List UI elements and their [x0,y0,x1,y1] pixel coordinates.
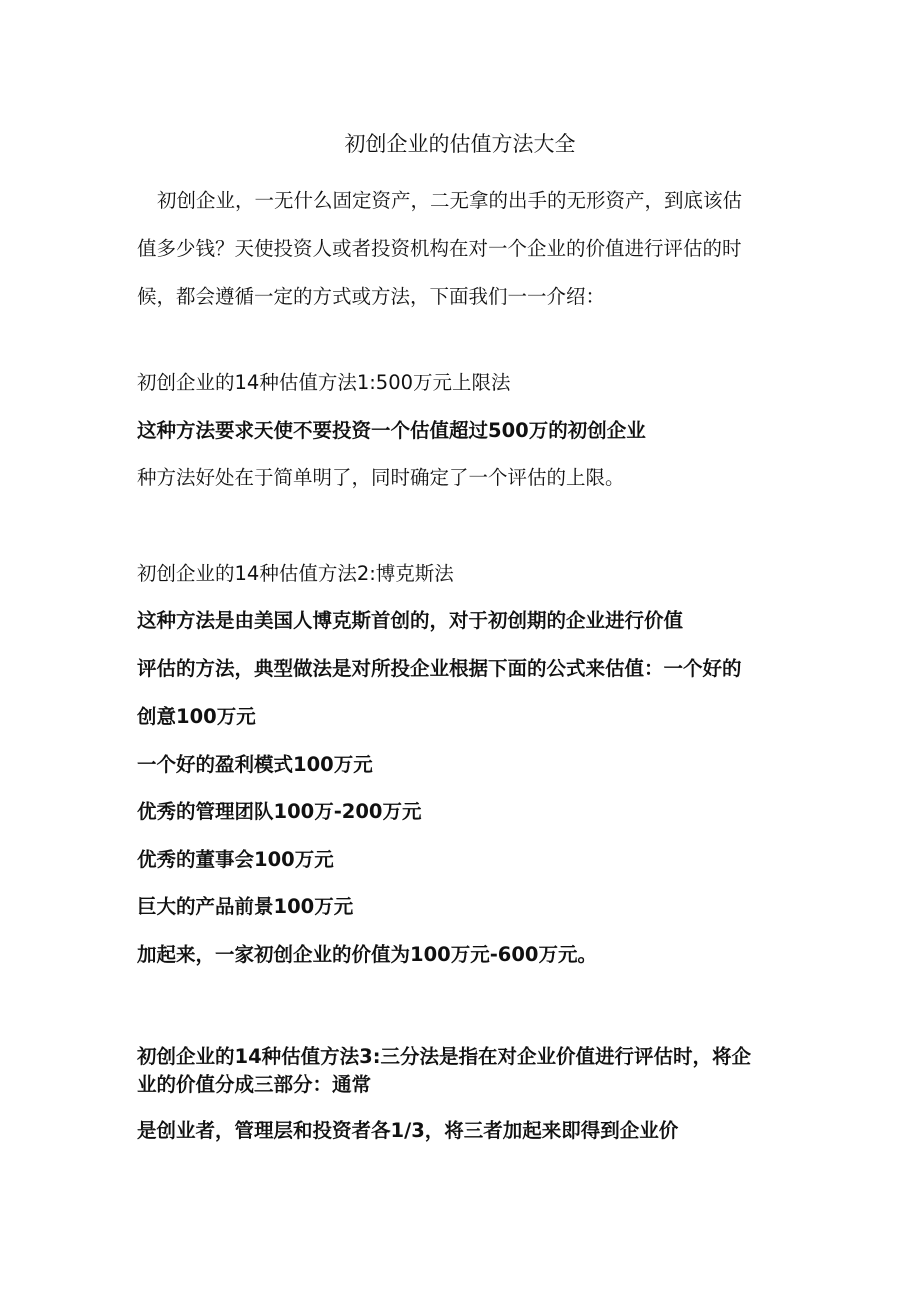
method1-line-1: 这种方法要求天使不要投资一个估值超过500万的初创企业 [137,419,646,442]
method1-heading: 初创企业的14种估值方法1:500万元上限法 [137,371,511,394]
method2-item-3: 优秀的董事会100万元 [137,848,334,871]
method2-item-1: 一个好的盈利模式100万元 [137,753,373,776]
intro-line-2: 值多少钱？天使投资人或者投资机构在对一个企业的价值进行评估的时 [137,237,742,260]
method2-heading: 初创企业的14种估值方法2:博克斯法 [137,562,454,585]
intro-line-3: 候，都会遵循一定的方式或方法，下面我们一一介绍： [137,285,606,308]
method2-item-2: 优秀的管理团队100万-200万元 [137,800,422,823]
method3-line-1: 初创企业的14种估值方法3:三分法是指在对企业价值进行评估时，将企 [137,1045,752,1068]
document-title: 初创企业的估值方法大全 [344,132,576,156]
intro-line-1: 初创企业，一无什么固定资产，二无拿的出手的无形资产，到底该估 [157,189,743,212]
method2-line-2: 评估的方法，典型做法是对所投企业根据下面的公式来估值：一个好的 [137,657,742,680]
method2-line-1: 这种方法是由美国人博克斯首创的，对于初创期的企业进行价值 [137,609,684,632]
method1-line-2: 种方法好处在于简单明了，同时确定了一个评估的上限。 [137,466,625,489]
method3-line-2: 业的价值分成三部分：通常 [137,1073,372,1096]
method2-summary: 加起来，一家初创企业的价值为100万元-600万元。 [137,943,598,966]
method3-line-3: 是创业者，管理层和投资者各1/3，将三者加起来即得到企业价 [137,1119,679,1142]
method2-line-3: 创意100万元 [137,705,256,728]
method2-item-4: 巨大的产品前景100万元 [137,895,354,918]
